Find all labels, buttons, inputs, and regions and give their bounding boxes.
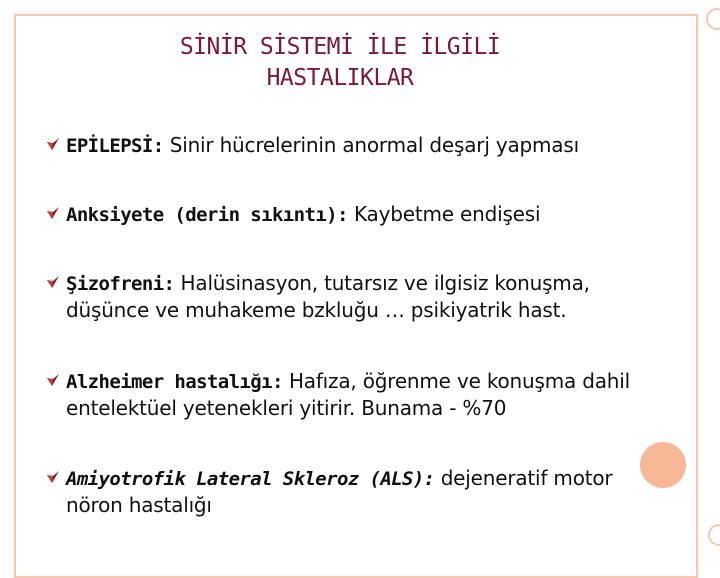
item-desc: Hafıza, öğrenme ve konuşma dahil entelektüel yetenekleri yitirir. Bunama - %70 bbox=[66, 369, 630, 420]
item-term: Şizofreni: bbox=[66, 273, 175, 295]
item-term: Anksiyete (derin sıkıntı): bbox=[66, 204, 348, 226]
list-item-text bbox=[66, 201, 666, 228]
item-term: Amiyotrofik Lateral Skleroz (ALS): bbox=[66, 468, 435, 490]
diamond-check-bullet-icon bbox=[46, 137, 60, 151]
title-line-1: SİNİR SİSTEMİ İLE İLGİLİ bbox=[179, 34, 501, 60]
diamond-check-bullet-icon bbox=[46, 206, 60, 220]
decor-circle-top bbox=[706, 8, 720, 30]
list-item-text bbox=[66, 368, 666, 421]
title-line-2: HASTALIKLAR bbox=[266, 65, 414, 91]
diamond-check-bullet-icon bbox=[46, 373, 60, 387]
slide-title bbox=[90, 32, 590, 94]
decor-circle-bottom bbox=[708, 524, 720, 546]
diamond-check-bullet-icon bbox=[46, 470, 60, 484]
item-desc: Kaybetme endişesi bbox=[347, 202, 541, 226]
item-term: EPİLEPSİ: bbox=[66, 135, 164, 157]
list-item-text bbox=[66, 465, 666, 518]
item-desc: Sinir hücrelerinin anormal deşarj yapması bbox=[163, 133, 579, 157]
item-desc: Halüsinasyon, tutarsız ve ilgisiz konuşma, düşünce ve muhakeme bzkluğu … psikiyatrik hast. bbox=[66, 271, 590, 322]
item-desc: dejeneratif motor nöron hastalığı bbox=[66, 466, 613, 517]
item-term: Alzheimer hastalığı: bbox=[66, 371, 283, 393]
list-item-text bbox=[66, 270, 666, 323]
list-item-text bbox=[66, 132, 666, 159]
diamond-check-bullet-icon bbox=[46, 275, 60, 289]
